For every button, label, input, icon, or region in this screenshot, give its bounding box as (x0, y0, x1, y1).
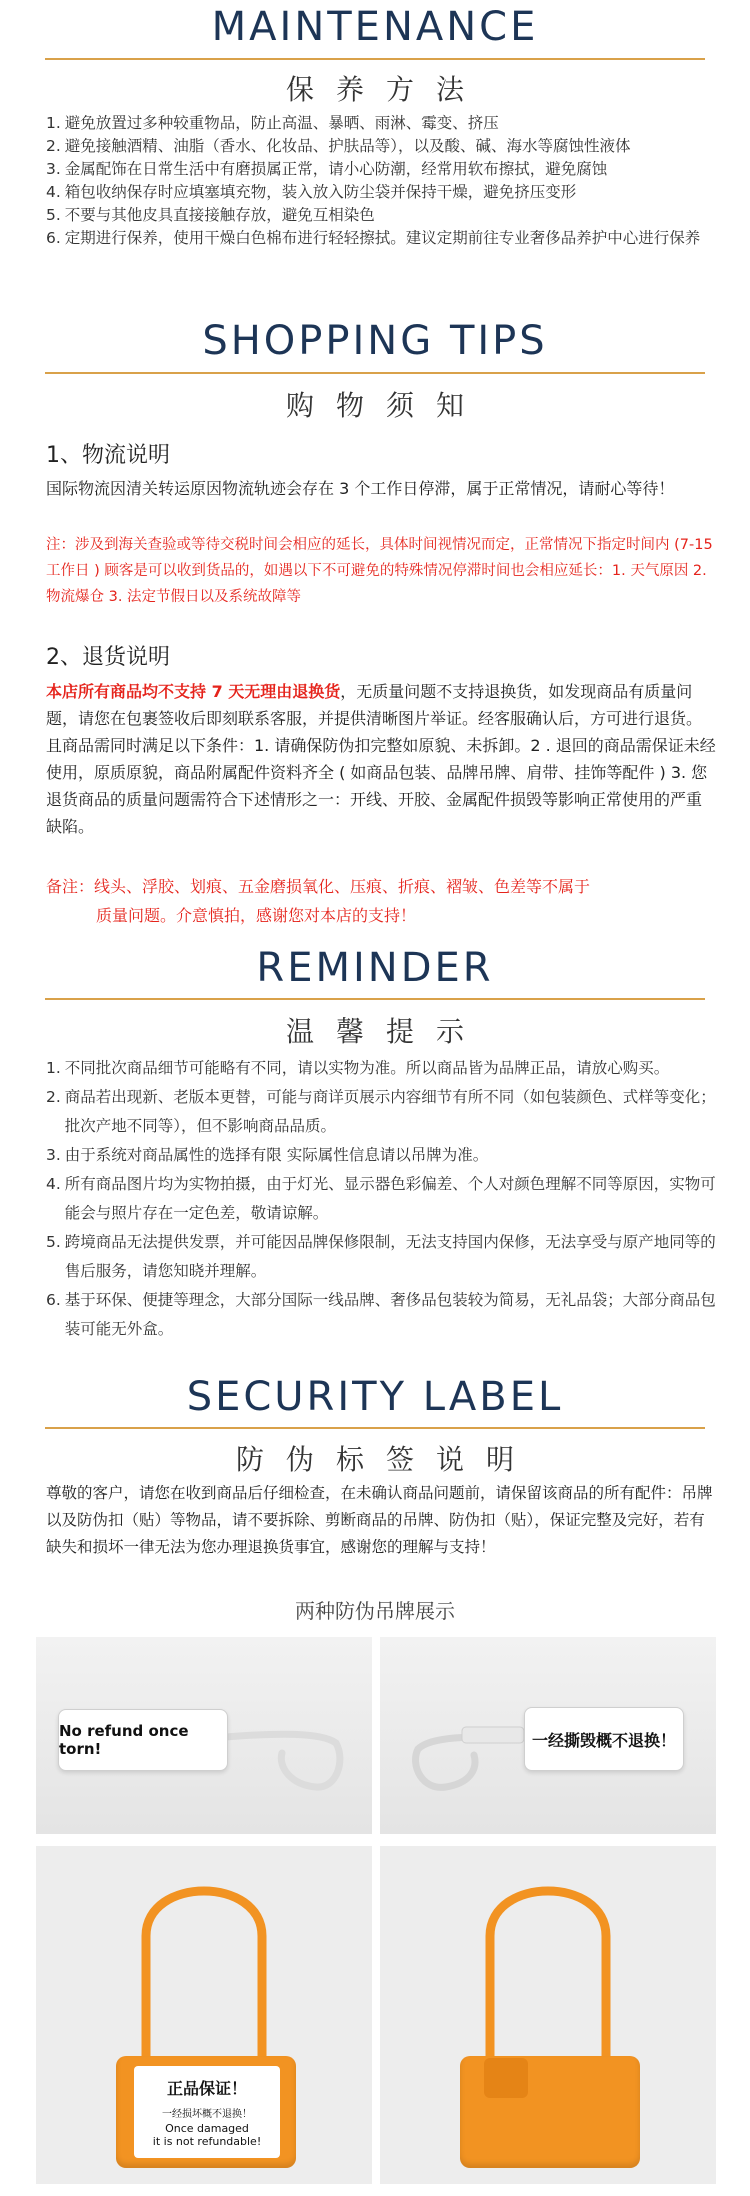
list-number: 5. (46, 1233, 61, 1251)
tag-text: No refund once torn! (59, 1722, 189, 1758)
list-text: 定期进行保养，使用干燥白色棉布进行轻轻擦拭。建议定期前往专业奢侈品养护中心进行保养 (64, 229, 701, 247)
list-number: 5. (46, 206, 61, 224)
list-text: 避免放置过多种较重物品，防止高温、暴晒、雨淋、霉变、挤压 (64, 114, 499, 132)
orange-tag-label (134, 2066, 280, 2158)
list-text: 金属配饰在日常生活中有磨损属正常，请小心防潮，经常用软布擦拭，避免腐蚀 (64, 160, 608, 178)
list-number: 3. (46, 160, 61, 178)
maintenance-title: MAINTENANCE (211, 4, 539, 50)
security-text: 尊敬的客户，请您在收到商品后仔细检查，在未确认商品问题前，请保留该商品的所有配件：吊牌以及防伪扣（贴）等物品，请不要拆除、剪断商品的吊牌、防伪扣（贴），保证完整及完好，若有缺失和损坏一律无法为您办理退换货事宜，感谢您的理解与支持！ (46, 1484, 713, 1556)
list-text: 商品若出现新、老版本更替，可能与商详页展示内容细节有所不同（如包装颜色、式样等变化；批次产地不同等），但不影响商品品质。 (64, 1088, 716, 1135)
list-item (46, 204, 716, 227)
list-item (46, 135, 716, 158)
reminder-divider (45, 998, 705, 1000)
maintenance-subtitle: 保养方法 (285, 73, 486, 106)
return-note-line-1: 备注：线头、浮胶、划痕、五金磨损氧化、压痕、折痕、褶皱、色差等不属于 (46, 877, 591, 896)
tag-text: 一经撕毁概不退换！ (531, 1730, 676, 1750)
list-item (46, 112, 716, 135)
list-number: 1. (46, 114, 61, 132)
list-item (46, 181, 716, 204)
white-tag-back-photo (380, 1637, 716, 1834)
list-text: 避免接触酒精、油脂（香水、化妆品、护肤品等），以及酸、碱、海水等腐蚀性液体 (64, 137, 631, 155)
list-item (46, 1170, 716, 1228)
list-number: 1. (46, 1059, 61, 1077)
maintenance-divider (45, 58, 705, 60)
tag-en-text-1: Once damaged (165, 2122, 249, 2135)
tag-title: 正品保证！ (166, 2079, 247, 2098)
list-text: 不同批次商品细节可能略有不同，请以实物为准。所以商品皆为品牌正品，请放心购买。 (64, 1059, 670, 1077)
list-item (46, 227, 716, 250)
list-text: 所有商品图片均为实物拍摄，由于灯光、显示器色彩偏差、个人对颜色理解不同等原因，实物可能会与照片存在一定色差，敬请谅解。 (64, 1175, 716, 1222)
tag-en-text-2: it is not refundable! (152, 2135, 262, 2148)
list-text: 不要与其他皮具直接接触存放，避免互相染色 (64, 206, 375, 224)
list-number: 6. (46, 1291, 61, 1309)
list-text: 跨境商品无法提供发票，并可能因品牌保修限制，无法支持国内保修，无法享受与原产地同等的售后服务，请您知晓并理解。 (64, 1233, 716, 1280)
white-tag-front-photo (36, 1637, 372, 1834)
orange-tag-back-photo (380, 1846, 716, 2184)
logistics-heading: 1、物流说明 (46, 443, 170, 468)
list-item (46, 158, 716, 181)
list-text: 箱包收纳保存时应填塞填充物，装入放入防尘袋并保持干燥，避免挤压变形 (64, 183, 577, 201)
list-text: 由于系统对商品属性的选择有限 实际属性信息请以吊牌为准。 (64, 1146, 489, 1164)
tag-showcase-caption: 两种防伪吊牌展示 (295, 1599, 455, 1623)
list-item (46, 1286, 716, 1344)
return-policy-body: ，无质量问题不支持退换货，如发现商品有质量问题，请您在包裹签收后即刻联系客服，并提供清晰图片举证。经客服确认后，方可进行退货。且商品需同时满足以下条件：1. 请确保防伪扣完整如原貌、未拆卸。2 . 退回的商品需保证未经使用，原质原貌，商品附属配件资料齐全 ( 如商品包装、品牌吊牌、肩带、挂饰等配件 ) 3. 您退货商品的质量问题需符合下述情形之一：开线、开胶、金属配件损毁等影响正常使用的严重缺陷。 (46, 682, 716, 836)
security-divider (45, 1427, 705, 1429)
list-item (46, 1228, 716, 1286)
shopping-divider (45, 372, 705, 374)
orange-tag-front-photo (36, 1846, 372, 2184)
list-number: 3. (46, 1146, 61, 1164)
list-number: 2. (46, 137, 61, 155)
security-subtitle: 防伪标签说明 (235, 1443, 536, 1476)
return-policy-text (46, 678, 716, 840)
return-policy-highlight: 本店所有商品均不支持 7 天无理由退换货 (46, 682, 341, 701)
list-item (46, 1083, 716, 1141)
list-text: 基于环保、便捷等理念，大部分国际一线品牌、奢侈品包装较为简易，无礼品袋；大部分商品包装可能无外盒。 (64, 1291, 716, 1338)
list-number: 4. (46, 1175, 61, 1193)
tag-cn-text: 一经损坏概不退换！ (162, 2109, 252, 2120)
shopping-title: SHOPPING TIPS (202, 318, 548, 364)
list-number: 2. (46, 1088, 61, 1106)
list-number: 4. (46, 183, 61, 201)
orange-tag-back-tab (484, 2058, 528, 2098)
return-note-line-2: 质量问题。介意慎拍，感谢您对本店的支持！ (96, 906, 417, 925)
logistics-text: 国际物流因清关转运原因物流轨迹会存在 3 个工作日停滞，属于正常情况，请耐心等待！ (46, 479, 675, 498)
logistics-note: 注：涉及到海关查验或等待交税时间会相应的延长，具体时间视情况而定，正常情况下指定时间内 (7-15 工作日 ) 顾客是可以收到货品的，如遇以下不可避免的特殊情况停滞时间也会相应延长：1. 天气原因 2. 物流爆仓 3. 法定节假日以及系统故障等 (46, 537, 713, 605)
security-title: SECURITY LABEL (186, 1374, 564, 1420)
reminder-title: REMINDER (256, 945, 494, 991)
white-tag-front (58, 1709, 228, 1771)
list-item (46, 1141, 716, 1170)
list-item (46, 1054, 716, 1083)
reminder-subtitle: 温馨提示 (285, 1015, 486, 1048)
reminder-list (46, 1054, 716, 1344)
white-tag-back (524, 1707, 684, 1771)
return-heading: 2、退货说明 (46, 645, 170, 670)
list-number: 6. (46, 229, 61, 247)
maintenance-list (46, 112, 716, 250)
shopping-subtitle: 购物须知 (285, 389, 486, 422)
